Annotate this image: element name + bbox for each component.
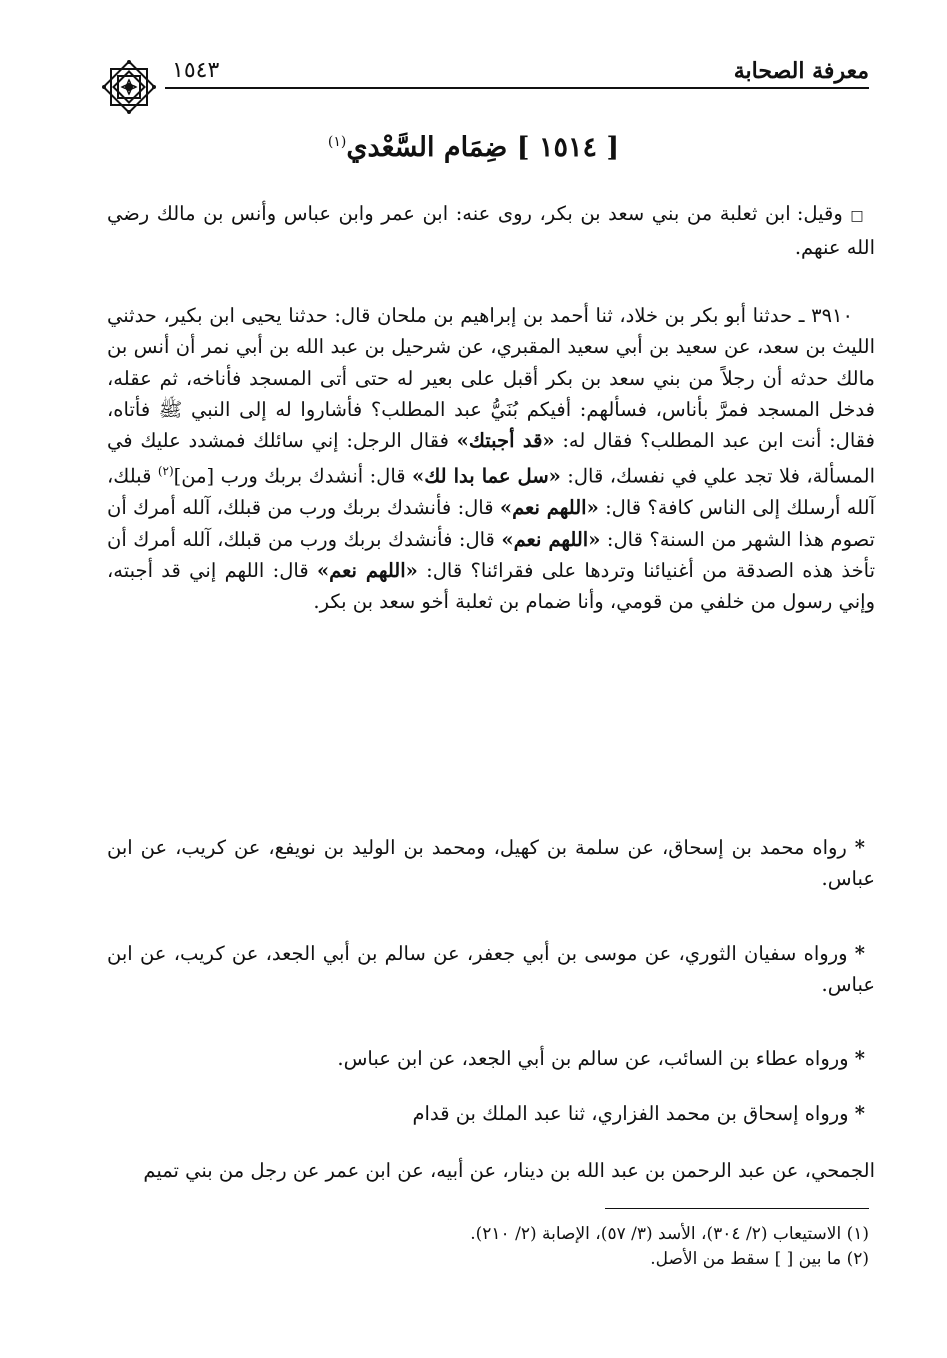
asterisk-icon: *: [854, 1047, 865, 1070]
riwaya-paragraph: [107, 832, 875, 895]
hadith-text: ٣٩١٠ ـ حدثنا أبو بكر بن خلاد، ثنا أحمد بن إبراهيم بن ملحان قال: حدثنا يحيى ابن بكير، حدثني الليث بن سعد، عن سعيد بن أبي سعيد المقبري، عن شرحيل بن عبد الله بن أبي نمر أن أنس بن مالك حدثه أن رجلاً من بني سعد بن بكر أقبل على بعير له حتى أتى المسجد فأناخه، ثم عقله، فدخل المسجد فمرَّ بأناس، فسألهم: أفيكم بُنَيُّ عبد المطلب؟ فأشاروا له إلى النبي ﷺ فأتاه، فقال: أنت ابن عبد المطلب؟ فقال له:: [107, 304, 875, 453]
hadith-text: قبلك، آلله أرسلك إلى الناس كافة؟ قال:: [107, 464, 875, 520]
hadith-text: قال: فأنشدك بربك ورب من قبلك، آلله أمرك أن تأخذ هذه الصدقة من أغنيائنا وتردها على فقرائنا؟ قال:: [107, 527, 876, 582]
prophet-saying: «اللهم نعم»: [316, 558, 418, 582]
hadith-text: قال: فأنشدك بربك ورب من قبلك، آلله أمرك أن تصوم هذا الشهر من السنة؟ قال:: [107, 496, 875, 551]
continuation-line: [107, 1155, 875, 1186]
footnote-ref: (١): [327, 134, 347, 150]
asterisk-icon: *: [854, 942, 865, 965]
page-number: ١٥٤٣: [172, 58, 220, 83]
riwaya-text: ورواه إسحاق بن محمد الفزاري، ثنا عبد الملك بن قدام: [412, 1102, 849, 1125]
eight-point-star-ornament-icon: [100, 58, 158, 116]
riwaya-text: ورواه عطاء بن السائب، عن سالم بن أبي الجعد، عن ابن عباس.: [337, 1047, 849, 1070]
footnotes: [89, 1222, 869, 1272]
prophet-saying: «اللهم نعم»: [499, 496, 599, 520]
footnote-ref: (٢): [157, 464, 174, 479]
riwaya-text: رواه محمد بن إسحاق، عن سلمة بن كهيل، ومحمد بن الوليد بن نويفع، عن كريب، عن ابن عباس.: [107, 836, 875, 891]
riwaya-paragraph: [107, 1043, 875, 1074]
entry-heading-text: [ ١٥١٤ ] ضِمَام السَّعْدي: [346, 132, 620, 163]
prophet-saying: «سل عما بدا لك»: [412, 464, 561, 488]
riwaya-text: ورواه سفيان الثوري، عن موسى بن أبي جعفر، عن سالم بن أبي الجعد، عن كريب، عن ابن عباس.: [107, 942, 875, 997]
asterisk-icon: *: [854, 836, 865, 859]
hadith-text: فقال الرجل: إني سائلك فمشدد عليك في المسألة، فلا تجد علي في نفسك، قال:: [107, 429, 875, 488]
intro-text: وقيل: ابن ثعلبة من بني سعد بن بكر، روى عنه: ابن عمر وابن عباس وأنس بن مالك رضي الله عنهم.: [107, 202, 875, 260]
prophet-saying: «قد أجبتك»: [456, 429, 555, 453]
riwaya-paragraph: [107, 1098, 875, 1129]
footnote-2: (٢) ما بين [ ] سقط من الأصل.: [650, 1249, 869, 1269]
footnote-rule: [605, 1208, 869, 1209]
asterisk-icon: *: [854, 1102, 865, 1125]
hadith-paragraph: [107, 300, 875, 617]
square-bullet-icon: □: [850, 208, 865, 224]
continuation-text: الجمحي، عن عبد الرحمن بن عبد الله بن دينار، عن أبيه، عن ابن عمر عن رجل من بني تميم: [143, 1159, 875, 1182]
running-title: معرفة الصحابة: [733, 58, 869, 84]
hadith-text: قال: اللهم إني قد أجبته، وإني رسول من خلفي من قومي، وأنا ضمام بن ثعلبة أخو سعد بن بكر.: [107, 558, 875, 614]
intro-paragraph: [107, 198, 875, 264]
prophet-saying: «اللهم نعم»: [501, 527, 601, 551]
riwaya-paragraph: [107, 938, 875, 1001]
footnote-1: (١) الاستيعاب (٢/ ٣٠٤)، الأسد (٣/ ٥٧)، الإصابة (٢/ ٢١٠).: [470, 1224, 869, 1244]
entry-heading: [0, 132, 947, 163]
hadith-text: قال: أنشدك بربك ورب [من]: [173, 464, 413, 488]
header-rule: [165, 87, 869, 89]
